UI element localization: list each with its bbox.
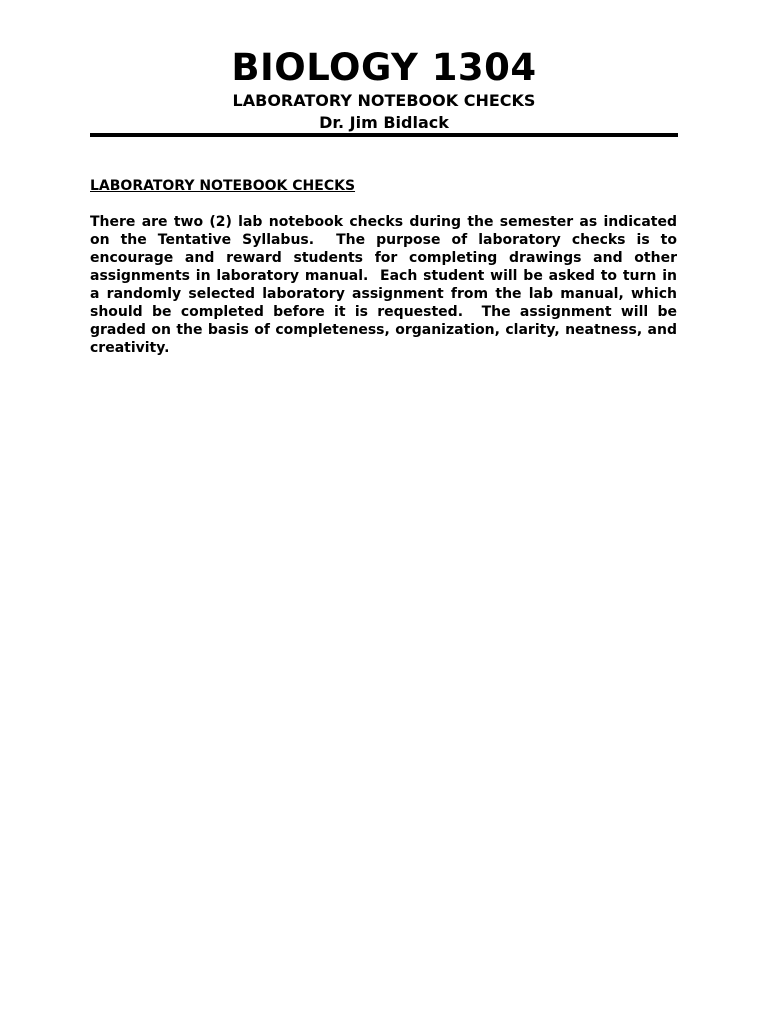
- section-paragraph: There are two (2) lab notebook checks during the semester as indicated on the Tentative Syllabus. The purpose of laboratory checks is to encourage and reward students for completing drawings and other assignments in laboratory manual. Each student will be asked to turn in a randomly selected laboratory assignment from the lab manual, which should be completed before it is requested. The assignment will be graded on the basis of completeness, organization, clarity, neatness, and creativity.: [90, 214, 682, 356]
- instructor-name: Dr. Jim Bidlack: [319, 113, 449, 132]
- header-divider: [90, 133, 678, 137]
- document-header: [90, 46, 678, 134]
- section-heading: LABORATORY NOTEBOOK CHECKS: [90, 178, 356, 194]
- document-subtitle: LABORATORY NOTEBOOK CHECKS: [232, 91, 536, 110]
- course-title: BIOLOGY 1304: [231, 46, 537, 89]
